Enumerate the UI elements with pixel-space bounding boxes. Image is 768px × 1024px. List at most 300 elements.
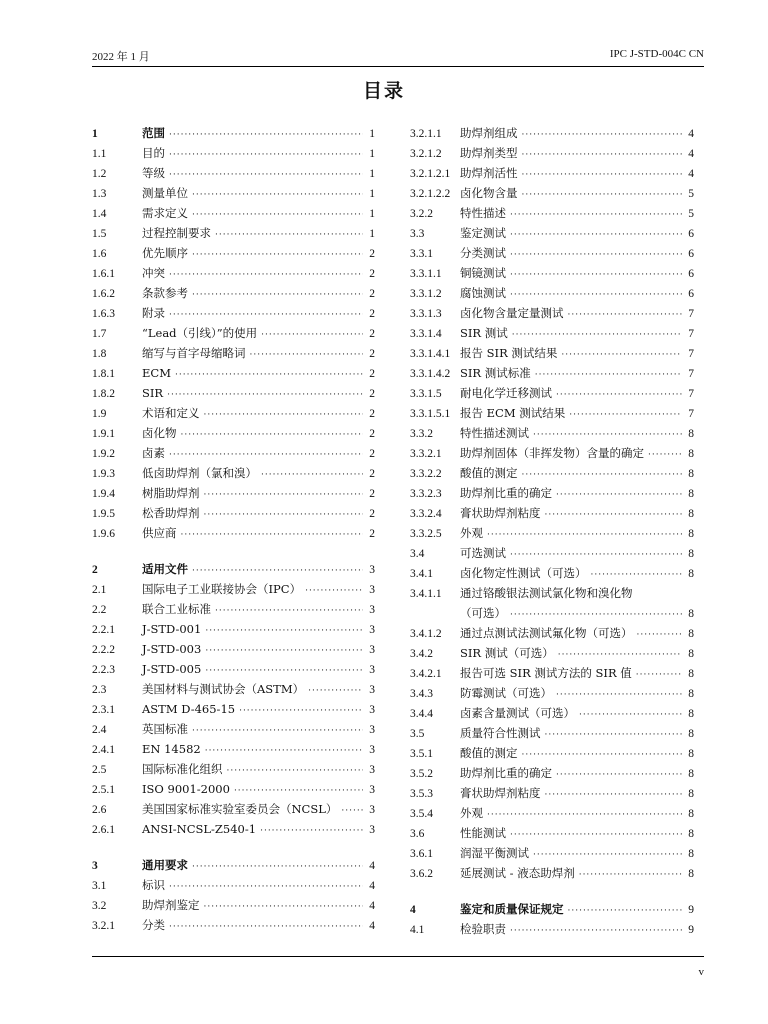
toc-page-number: 8 [688,848,694,860]
toc-entry[interactable] [410,223,694,243]
toc-section-title: 卤化物定性测试（可选） [460,566,587,580]
toc-leader-dots [648,445,682,465]
toc-entry[interactable] [92,559,375,579]
toc-section-title: 耐电化学迁移测试 [460,386,552,400]
toc-section-number: 3.4.3 [410,688,433,700]
toc-section-title: 国际标准化组织 [142,762,223,776]
toc-section-title: 腐蚀测试 [460,286,506,300]
toc-section-number: 1.6.2 [92,288,115,300]
toc-entry[interactable] [410,123,694,143]
toc-entry-continuation[interactable] [410,603,694,623]
toc-section-title: 外观 [460,806,483,820]
toc-page-number: 2 [369,268,375,280]
toc-leader-dots [169,305,363,325]
toc-entry[interactable] [92,463,375,483]
toc-leader-dots [579,865,683,885]
toc-entry[interactable] [410,423,694,443]
toc-entry[interactable] [92,855,375,875]
toc-section-title: EN 14582 [142,742,201,756]
toc-section-number: 4.1 [410,924,425,936]
toc-entry[interactable] [92,599,375,619]
toc-leader-dots [169,145,363,165]
toc-leader-dots [250,345,364,365]
toc-leader-dots [205,641,363,661]
toc-section-title: 测量单位 [142,186,188,200]
toc-section-title: 需求定义 [142,206,188,220]
toc-entry[interactable] [92,223,375,243]
footer-page-number: v [698,966,704,978]
toc-page-number: 2 [369,388,375,400]
toc-leader-dots [591,565,683,585]
toc-page-number: 4 [688,148,694,160]
toc-page-number: 3 [369,604,375,616]
toc-section-title: 助焊剂组成 [460,126,518,140]
toc-entry[interactable] [410,363,694,383]
footer-rule [92,956,704,957]
toc-leader-dots [556,685,682,705]
toc-section-title: 性能测试 [460,826,506,840]
toc-leader-dots [535,365,683,385]
toc-page-number: 6 [688,288,694,300]
toc-section-title: 特性描述测试 [460,426,529,440]
toc-leader-dots [215,225,363,245]
toc-page-number: 8 [688,828,694,840]
toc-leader-dots [227,761,364,781]
toc-section-number: 3.3.2 [410,428,433,440]
toc-section-title: 分类 [142,918,165,932]
toc-entry[interactable] [410,383,694,403]
toc-leader-dots [169,125,363,145]
toc-leader-dots [169,877,363,897]
toc-page-number: 8 [688,568,694,580]
toc-page-number: 7 [688,388,694,400]
toc-page-number: 2 [369,308,375,320]
toc-page-number: 8 [688,748,694,760]
toc-section-number: 1.6.3 [92,308,115,320]
toc-entry[interactable] [92,779,375,799]
toc-page-number: 4 [369,900,375,912]
toc-entry[interactable] [410,763,694,783]
toc-section-title: J-STD-001 [142,622,202,636]
header-date: 2022 年 1 月 [92,51,150,63]
toc-page-number: 1 [369,168,375,180]
toc-section-title: 助焊剂活性 [460,166,518,180]
toc-page-number: 8 [688,628,694,640]
toc-section-title: 低卤助焊剂（氯和溴） [142,466,257,480]
toc-entry[interactable] [92,759,375,779]
toc-section-number: 3.3.1.2 [410,288,442,300]
toc-section-title: 目的 [142,146,165,160]
toc-leader-dots [234,781,363,801]
toc-page-number: 8 [688,468,694,480]
toc-section-title: 范围 [142,126,165,140]
toc-leader-dots [192,205,363,225]
toc-leader-dots [341,801,363,821]
toc-entry[interactable] [92,143,375,163]
toc-section-title: 外观 [460,526,483,540]
toc-section-number: 1.6.1 [92,268,115,280]
toc-page-number: 3 [369,824,375,836]
toc-page-number: 8 [688,808,694,820]
toc-entry[interactable] [410,723,694,743]
toc-entry[interactable] [410,899,694,919]
toc-entry[interactable] [92,243,375,263]
toc-page-number: 3 [369,764,375,776]
toc-leader-dots [169,265,363,285]
toc-leader-dots [192,245,363,265]
toc-entry[interactable] [92,679,375,699]
toc-entry[interactable] [92,915,375,935]
toc-entry[interactable] [410,183,694,203]
toc-section-title: 报告 SIR 测试结果 [460,346,558,360]
toc-section-title: 松香助焊剂 [142,506,200,520]
toc-entry[interactable] [92,699,375,719]
toc-section-number: 3.2.1.2 [410,148,442,160]
toc-section-number: 3.2.2 [410,208,433,220]
toc-page-number: 2 [369,528,375,540]
toc-entry[interactable] [92,483,375,503]
toc-page-number: 7 [688,368,694,380]
toc-page-number: 2 [369,468,375,480]
toc-section-number: 2 [92,564,98,576]
toc-section-number: 2.2 [92,604,107,616]
toc-section-title: （可选） [460,606,506,620]
toc-leader-dots [510,265,682,285]
toc-section-title: 美国国家标准实验室委员会（NCSL） [142,802,338,816]
toc-section-number: 3.3.1.4.2 [410,368,451,380]
toc-section-number: 3.3 [410,228,425,240]
toc-page-number: 2 [369,408,375,420]
toc-section-title: 过程控制要求 [142,226,211,240]
toc-entry[interactable] [92,363,375,383]
toc-section-number: 3.3.1.5 [410,388,442,400]
toc-leader-dots [556,765,682,785]
toc-page-number: 2 [369,368,375,380]
toc-entry[interactable] [92,819,375,839]
toc-entry[interactable] [92,503,375,523]
toc-leader-dots [522,145,683,165]
toc-section-title: 助焊剂比重的确定 [460,766,552,780]
toc-entry[interactable] [410,403,694,423]
toc-entry[interactable] [410,463,694,483]
toc-leader-dots [568,901,683,921]
toc-section-number: 3.2.1.1 [410,128,442,140]
toc-page-number: 8 [688,708,694,720]
toc-leader-dots [556,485,682,505]
toc-entry[interactable] [92,183,375,203]
toc-section-number: 2.3 [92,684,107,696]
toc-section-number: 1.6 [92,248,107,260]
toc-entry[interactable] [410,823,694,843]
toc-page-number: 8 [688,448,694,460]
toc-entry[interactable] [410,443,694,463]
toc-section-title: 助焊剂类型 [460,146,518,160]
toc-section-title: 缩写与首字母缩略词 [142,346,246,360]
toc-leader-dots [261,465,363,485]
toc-entry[interactable] [92,739,375,759]
toc-page-number: 3 [369,744,375,756]
toc-section-number: 1.5 [92,228,107,240]
toc-entry[interactable] [410,663,694,683]
toc-leader-dots [533,845,682,865]
toc-section-title: SIR [142,386,164,400]
toc-page-number: 8 [688,548,694,560]
toc-entry[interactable] [410,703,694,723]
toc-section-title: “Lead（引线）”的使用 [142,326,258,340]
toc-entry[interactable] [410,583,694,603]
toc-leader-dots [510,205,682,225]
toc-section-number: 3.6 [410,828,425,840]
toc-entry[interactable] [92,323,375,343]
page-title: 目录 [362,80,405,102]
toc-section-number: 3.2.1.2.1 [410,168,451,180]
toc-leader-dots [637,625,683,645]
toc-section-title: 美国材料与测试协会（ASTM） [142,682,305,696]
toc-section-number: 2.6 [92,804,107,816]
toc-page-number: 3 [369,664,375,676]
toc-section-title: J-STD-005 [142,662,202,676]
toc-section-number: 1.7 [92,328,107,340]
toc-leader-dots [510,245,682,265]
toc-entry[interactable] [410,243,694,263]
toc-entry[interactable] [92,619,375,639]
toc-section-number: 4 [410,904,416,916]
toc-entry[interactable] [92,343,375,363]
toc-section-number: 1.8.1 [92,368,115,380]
toc-page-number: 8 [688,728,694,740]
toc-entry[interactable] [410,203,694,223]
toc-entry[interactable] [92,443,375,463]
toc-section-number: 3.4.4 [410,708,433,720]
toc-leader-dots [305,581,363,601]
toc-entry[interactable] [410,323,694,343]
toc-section-title: 树脂助焊剂 [142,486,200,500]
toc-section-title: ECM [142,366,171,380]
toc-section-title: 条款参考 [142,286,188,300]
toc-entry[interactable] [92,123,375,143]
toc-page-number: 8 [688,668,694,680]
toc-section-number: 2.2.2 [92,644,115,656]
toc-leader-dots [558,645,683,665]
toc-section-title: J-STD-003 [142,642,202,656]
toc-section-number: 2.2.3 [92,664,115,676]
toc-section-title: 助焊剂鉴定 [142,898,200,912]
toc-entry[interactable] [410,523,694,543]
toc-page-number: 6 [688,228,694,240]
toc-section-number: 3.2.1 [92,920,115,932]
toc-entry[interactable] [92,799,375,819]
toc-section-number: 2.5.1 [92,784,115,796]
toc-page-number: 4 [369,880,375,892]
toc-section-title: 质量符合性测试 [460,726,541,740]
toc-entry[interactable] [92,383,375,403]
toc-section-number: 1.1 [92,148,107,160]
toc-page-number: 2 [369,328,375,340]
toc-leader-dots [568,305,683,325]
toc-leader-dots [192,721,363,741]
toc-entry[interactable] [410,303,694,323]
toc-section-number: 1.8.2 [92,388,115,400]
toc-entry[interactable] [410,783,694,803]
toc-section-title: 通过铬酸银法测试氯化物和溴化物 [460,586,633,600]
toc-section-title: 报告 ECM 测试结果 [460,406,566,420]
toc-section-number: 3.3.2.1 [410,448,442,460]
toc-page-number: 4 [369,920,375,932]
toc-section-title: 分类测试 [460,246,506,260]
toc-leader-dots [487,805,682,825]
toc-entry[interactable] [92,523,375,543]
toc-section-title: 卤化物 [142,426,177,440]
toc-leader-dots [205,661,363,681]
toc-entry[interactable] [92,659,375,679]
toc-leader-dots [510,605,682,625]
toc-leader-dots [260,821,363,841]
toc-page-number: 2 [369,428,375,440]
toc-entry[interactable] [92,875,375,895]
toc-section-title: 卤化物含量定量测试 [460,306,564,320]
toc-entry[interactable] [410,919,694,939]
toc-entry[interactable] [410,543,694,563]
toc-entry[interactable] [410,643,694,663]
toc-section-number: 3 [92,860,98,872]
toc-section-title: 术语和定义 [142,406,200,420]
toc-page-number: 3 [369,784,375,796]
toc-section-number: 3.3.2.5 [410,528,442,540]
toc-page-number: 8 [688,428,694,440]
toc-page-number: 2 [369,448,375,460]
toc-entry[interactable] [92,163,375,183]
toc-entry[interactable] [92,423,375,443]
toc-section-title: 膏状助焊剂粘度 [460,506,541,520]
toc-leader-dots [636,665,682,685]
toc-page-number: 8 [688,528,694,540]
toc-section-number: 1.9.5 [92,508,115,520]
toc-section-number: 3.3.1.4.1 [410,348,451,360]
header-doc-id: IPC J-STD-004C CN [609,48,704,60]
toc-section-title: 鉴定测试 [460,226,506,240]
toc-section-title: 国际电子工业联接协会（IPC） [142,582,302,596]
toc-entry[interactable] [410,263,694,283]
toc-entry[interactable] [92,203,375,223]
toc-section-number: 3.3.1.5.1 [410,408,451,420]
toc-section-number: 3.5.4 [410,808,433,820]
toc-section-title: 附录 [142,306,165,320]
toc-section-title: 卤素含量测试（可选） [460,706,575,720]
toc-section-title: 标识 [142,878,165,892]
toc-leader-dots [522,465,683,485]
toc-page-number: 3 [369,584,375,596]
toc-leader-dots [204,505,364,525]
toc-section-number: 1.2 [92,168,107,180]
toc-leader-dots [205,741,364,761]
toc-section-number: 3.3.1.4 [410,328,442,340]
toc-section-number: 2.4 [92,724,107,736]
toc-entry[interactable] [410,163,694,183]
toc-page-number: 2 [369,488,375,500]
toc-section-title: SIR 测试 [460,326,508,340]
toc-leader-dots [261,325,363,345]
toc-entry[interactable] [92,579,375,599]
toc-section-number: 3.4.2.1 [410,668,442,680]
toc-leader-dots [169,165,363,185]
toc-section-number: 2.5 [92,764,107,776]
toc-section-number: 3.3.2.2 [410,468,442,480]
toc-section-title: 助焊剂比重的确定 [460,486,552,500]
toc-entry[interactable] [92,283,375,303]
toc-entry[interactable] [410,683,694,703]
toc-section-number: 1.8 [92,348,107,360]
toc-section-title: SIR 测试（可选） [460,646,554,660]
toc-leader-dots [192,561,363,581]
toc-entry[interactable] [410,343,694,363]
toc-page-number: 8 [688,508,694,520]
toc-entry[interactable] [410,143,694,163]
toc-entry[interactable] [410,863,694,883]
toc-entry[interactable] [92,719,375,739]
toc-page-number: 3 [369,804,375,816]
toc-section-number: 3.2 [92,900,107,912]
toc-entry[interactable] [92,403,375,423]
toc-section-number: 2.1 [92,584,107,596]
toc-leader-dots [192,285,363,305]
toc-entry[interactable] [410,803,694,823]
toc-page-number: 4 [688,128,694,140]
toc-leader-dots [510,225,682,245]
toc-page-number: 3 [369,684,375,696]
toc-section-title: 适用文件 [142,562,188,576]
toc-section-title: 检验职责 [460,922,506,936]
toc-leader-dots [215,601,363,621]
toc-page-number: 8 [688,868,694,880]
toc-section-title: 英国标准 [142,722,188,736]
toc-page-number: 9 [688,924,694,936]
toc-leader-dots [510,545,682,565]
toc-leader-dots [308,681,363,701]
toc-entry[interactable] [92,263,375,283]
toc-entry[interactable] [92,895,375,915]
toc-page-number: 4 [369,860,375,872]
toc-section-title: ANSI-NCSL-Z540-1 [142,822,257,836]
toc-page-number: 2 [369,248,375,260]
toc-page-number: 1 [369,128,375,140]
toc-page-number: 5 [688,188,694,200]
toc-leader-dots [204,897,364,917]
toc-page-number: 6 [688,268,694,280]
toc-entry[interactable] [410,483,694,503]
toc-section-title: 助焊剂固体（非挥发物）含量的确定 [460,446,644,460]
toc-entry[interactable] [410,743,694,763]
toc-section-number: 1.9.4 [92,488,115,500]
toc-entry[interactable] [410,843,694,863]
toc-page-number: 1 [369,208,375,220]
toc-entry[interactable] [410,283,694,303]
toc-section-number: 1.3 [92,188,107,200]
toc-entry[interactable] [410,623,694,643]
toc-section-number: 3.4.2 [410,648,433,660]
toc-entry[interactable] [410,563,694,583]
toc-entry[interactable] [92,303,375,323]
toc-section-number: 3.3.2.4 [410,508,442,520]
toc-section-number: 3.4.1.1 [410,588,442,600]
toc-page-number: 4 [688,168,694,180]
toc-section-number: 3.5.2 [410,768,433,780]
toc-entry[interactable] [92,639,375,659]
toc-section-number: 1.9.6 [92,528,115,540]
toc-entry[interactable] [410,503,694,523]
toc-section-number: 2.3.1 [92,704,115,716]
toc-section-title: ASTM D-465-15 [142,702,236,716]
toc-leader-dots [239,701,363,721]
